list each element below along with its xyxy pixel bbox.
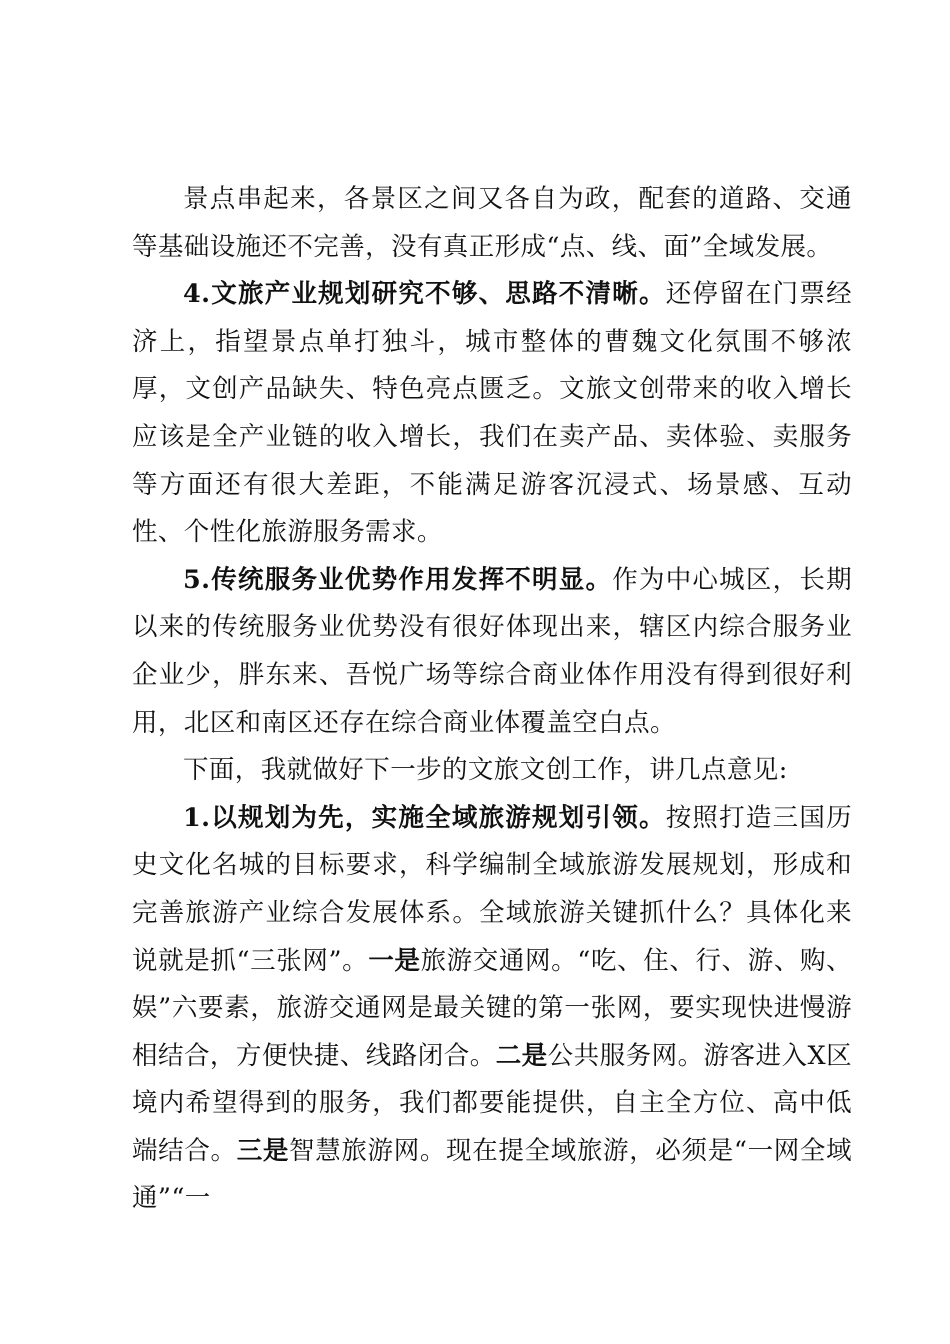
paragraph-3-heading: 5.传统服务业优势作用发挥不明显。 — [183, 564, 613, 595]
paragraph-2-heading: 4.文旅产业规划研究不够、思路不清晰。 — [183, 279, 666, 310]
paragraph-5-text-3: 公共服务网。游客进入X区境内希望得到的服务，我们都要能提供，自主全方位、高中低端结合。 — [132, 1040, 852, 1166]
paragraph-2-text: 还停留在门票经济上，指望景点单打独斗，城市整体的曹魏文化氛围不够浓厚，文创产品缺失、特色亮点匮乏。文旅文创带来的收入增长应该是全产业链的收入增长，我们在卖产品、卖体验、卖服务等方面还有很大差距，不能满足游客沉浸式、场景感、互动性、个性化旅游服务需求。 — [132, 279, 852, 548]
paragraph-1 — [132, 176, 852, 271]
paragraph-5-text-2: 旅游交通网。“吃、住、行、游、购、娱”六要素，旅游交通网是最关键的第一张网，要实现快进慢游相结合，方便快捷、线路闭合。 — [132, 945, 852, 1071]
paragraph-4-text: 下面，我就做好下一步的文旅文创工作，讲几点意见: — [183, 755, 788, 786]
paragraph-5 — [132, 795, 852, 1223]
paragraph-5-marker-3: 三是 — [236, 1135, 290, 1166]
paragraph-5-heading: 1.以规划为先，实施全域旅游规划引领。 — [183, 802, 666, 833]
document-body — [132, 176, 852, 1223]
paragraph-5-text-1: 按照打造三国历史文化名城的目标要求，科学编制全域旅游发展规划，形成和完善旅游产业综合发展体系。全域旅游关键抓什么？具体化来说就是抓“三张网”。 — [132, 802, 852, 976]
paragraph-5-text-4: 智慧旅游网。现在提全域旅游，必须是“一网全域通”“一 — [132, 1135, 852, 1214]
paragraph-5-marker-2: 二是 — [495, 1040, 548, 1071]
paragraph-3-text: 作为中心城区，长期以来的传统服务业优势没有很好体现出来，辖区内综合服务业企业少，胖东来、吾悦广场等综合商业体作用没有得到很好利用，北区和南区还存在综合商业体覆盖空白点。 — [132, 564, 852, 738]
paragraph-2 — [132, 271, 852, 557]
paragraph-4 — [132, 747, 852, 795]
paragraph-1-text: 景点串起来，各景区之间又各自为政，配套的道路、交通等基础设施还不完善，没有真正形成“点、线、面”全域发展。 — [132, 184, 852, 262]
paragraph-3 — [132, 557, 852, 747]
paragraph-5-marker-1: 一是 — [368, 945, 421, 976]
